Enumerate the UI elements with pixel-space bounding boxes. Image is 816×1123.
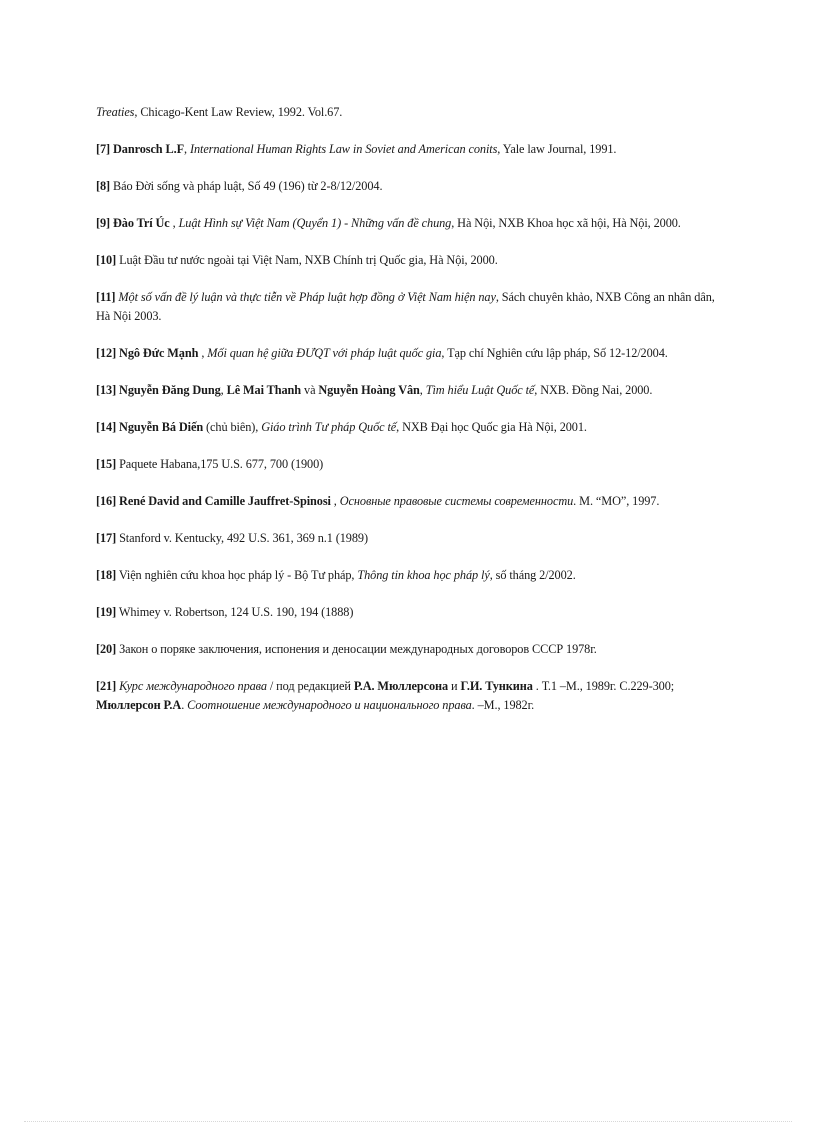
reference-entry xyxy=(96,214,716,233)
reference-list xyxy=(96,103,716,733)
reference-author-or-number: Г.И. Тункина xyxy=(460,679,533,693)
reference-entry xyxy=(96,381,716,400)
reference-text: Báo Đời sống và pháp luật, Số 49 (196) từ 2-8/12/2004. xyxy=(110,179,383,193)
reference-entry xyxy=(96,140,716,159)
page-bottom-rule xyxy=(24,1121,792,1122)
reference-entry xyxy=(96,418,716,437)
reference-entry xyxy=(96,677,716,715)
reference-text: . М. “МО”, 1997. xyxy=(573,494,660,508)
reference-entry xyxy=(96,640,716,659)
reference-entry xyxy=(96,288,716,326)
reference-entry xyxy=(96,177,716,196)
reference-author-or-number: Мюллерсон Р.А xyxy=(96,698,182,712)
reference-author-or-number: [21] xyxy=(96,679,117,693)
reference-author-or-number: Р.А. Мюллерсона xyxy=(353,679,449,693)
reference-author-or-number: [18] xyxy=(96,568,117,582)
reference-title: Соотношение международного и национального права xyxy=(187,698,472,712)
reference-author-or-number: [10] xyxy=(96,253,117,267)
reference-author-or-number: [9] Đào Trí Úc xyxy=(96,216,170,230)
reference-entry xyxy=(96,455,716,474)
reference-text: Whimey v. Robertson, 124 U.S. 190, 194 (1888) xyxy=(116,605,354,619)
reference-text: , xyxy=(220,383,227,397)
reference-author-or-number: [11] xyxy=(96,290,116,304)
reference-text: , xyxy=(184,142,190,156)
reference-text: Luật Đầu tư nước ngoài tại Việt Nam, NXB Chính trị Quốc gia, Hà Nội, 2000. xyxy=(116,253,498,267)
reference-title: Một số vấn đề lý luận và thực tiễn về Pháp luật hợp đồng ở Việt Nam hiện nay xyxy=(118,290,496,304)
reference-text: Paquete Habana,175 U.S. 677, 700 (1900) xyxy=(116,457,324,471)
reference-text: Stanford v. Kentucky, 492 U.S. 361, 369 n.1 (1989) xyxy=(116,531,368,545)
reference-title: Tìm hiểu Luật Quốc tế xyxy=(425,383,535,397)
reference-text: . Т.1 –М., 1989г. С.229-300; xyxy=(532,679,675,693)
reference-text: Закон о поряке заключения, испонения и деносации международных договоров СССР 1978г. xyxy=(116,642,597,656)
reference-text: (chủ biên), xyxy=(203,420,262,434)
reference-author-or-number: Lê Mai Thanh xyxy=(226,383,302,397)
reference-text: и xyxy=(448,679,461,693)
reference-text: , Tạp chí Nghiên cứu lập pháp, Số 12-12/2004. xyxy=(441,346,668,360)
reference-entry xyxy=(96,344,716,363)
reference-text: , xyxy=(419,383,426,397)
reference-text: , Chicago-Kent Law Review, 1992. Vol.67. xyxy=(134,105,343,119)
reference-title: Treaties xyxy=(96,105,135,119)
reference-text: , số tháng 2/2002. xyxy=(489,568,576,582)
reference-author-or-number: [19] xyxy=(96,605,117,619)
reference-text: , Yale law Journal, 1991. xyxy=(497,142,617,156)
reference-author-or-number: [12] Ngô Đức Mạnh xyxy=(96,346,199,360)
reference-text: . xyxy=(181,698,188,712)
reference-author-or-number: [16] René David and Camille Jauffret-Spinosi xyxy=(96,494,331,508)
reference-author-or-number: [20] xyxy=(96,642,117,656)
reference-text: , Hà Nội, NXB Khoa học xã hội, Hà Nội, 2000. xyxy=(451,216,681,230)
reference-entry xyxy=(96,492,716,511)
reference-text: , NXB Đại học Quốc gia Hà Nội, 2001. xyxy=(396,420,587,434)
reference-title: Luật Hình sự Việt Nam (Quyển 1) - Những vấn đề chung xyxy=(178,216,452,230)
reference-title: Основные правовые системы современности xyxy=(339,494,574,508)
reference-text: và xyxy=(301,383,319,397)
reference-title: Курс международного права xyxy=(119,679,267,693)
reference-entry xyxy=(96,566,716,585)
reference-entry xyxy=(96,529,716,548)
reference-title: Thông tin khoa học pháp lý xyxy=(357,568,490,582)
reference-entry xyxy=(96,251,716,270)
reference-text: , NXB. Đồng Nai, 2000. xyxy=(534,383,653,397)
reference-title: Mối quan hệ giữa ĐƯQT với pháp luật quốc gia xyxy=(207,346,442,360)
reference-entry xyxy=(96,603,716,622)
reference-entry xyxy=(96,103,716,122)
reference-text: , xyxy=(169,216,179,230)
reference-author-or-number: [15] xyxy=(96,457,117,471)
reference-text: , xyxy=(198,346,208,360)
reference-text: Viện nghiên cứu khoa học pháp lý - Bộ Tư pháp, xyxy=(116,568,358,582)
reference-text: . –М., 1982г. xyxy=(471,698,535,712)
reference-author-or-number: [17] xyxy=(96,531,117,545)
reference-author-or-number: [8] xyxy=(96,179,111,193)
reference-title: International Human Rights Law in Soviet and American conits xyxy=(189,142,498,156)
reference-author-or-number: Nguyễn Hoàng Vân xyxy=(318,383,420,397)
reference-text: , Sách chuyên khảo, NXB Công an nhân dân, Hà Nội 2003. xyxy=(96,290,715,323)
reference-author-or-number: [14] Nguyễn Bá Diến xyxy=(96,420,204,434)
reference-text: / под редакцией xyxy=(266,679,354,693)
reference-author-or-number: [13] Nguyễn Đăng Dung xyxy=(96,383,221,397)
reference-title: Giáo trình Tư pháp Quốc tế xyxy=(261,420,397,434)
reference-author-or-number: [7] Danrosch L.F xyxy=(96,142,185,156)
reference-text: , xyxy=(330,494,340,508)
